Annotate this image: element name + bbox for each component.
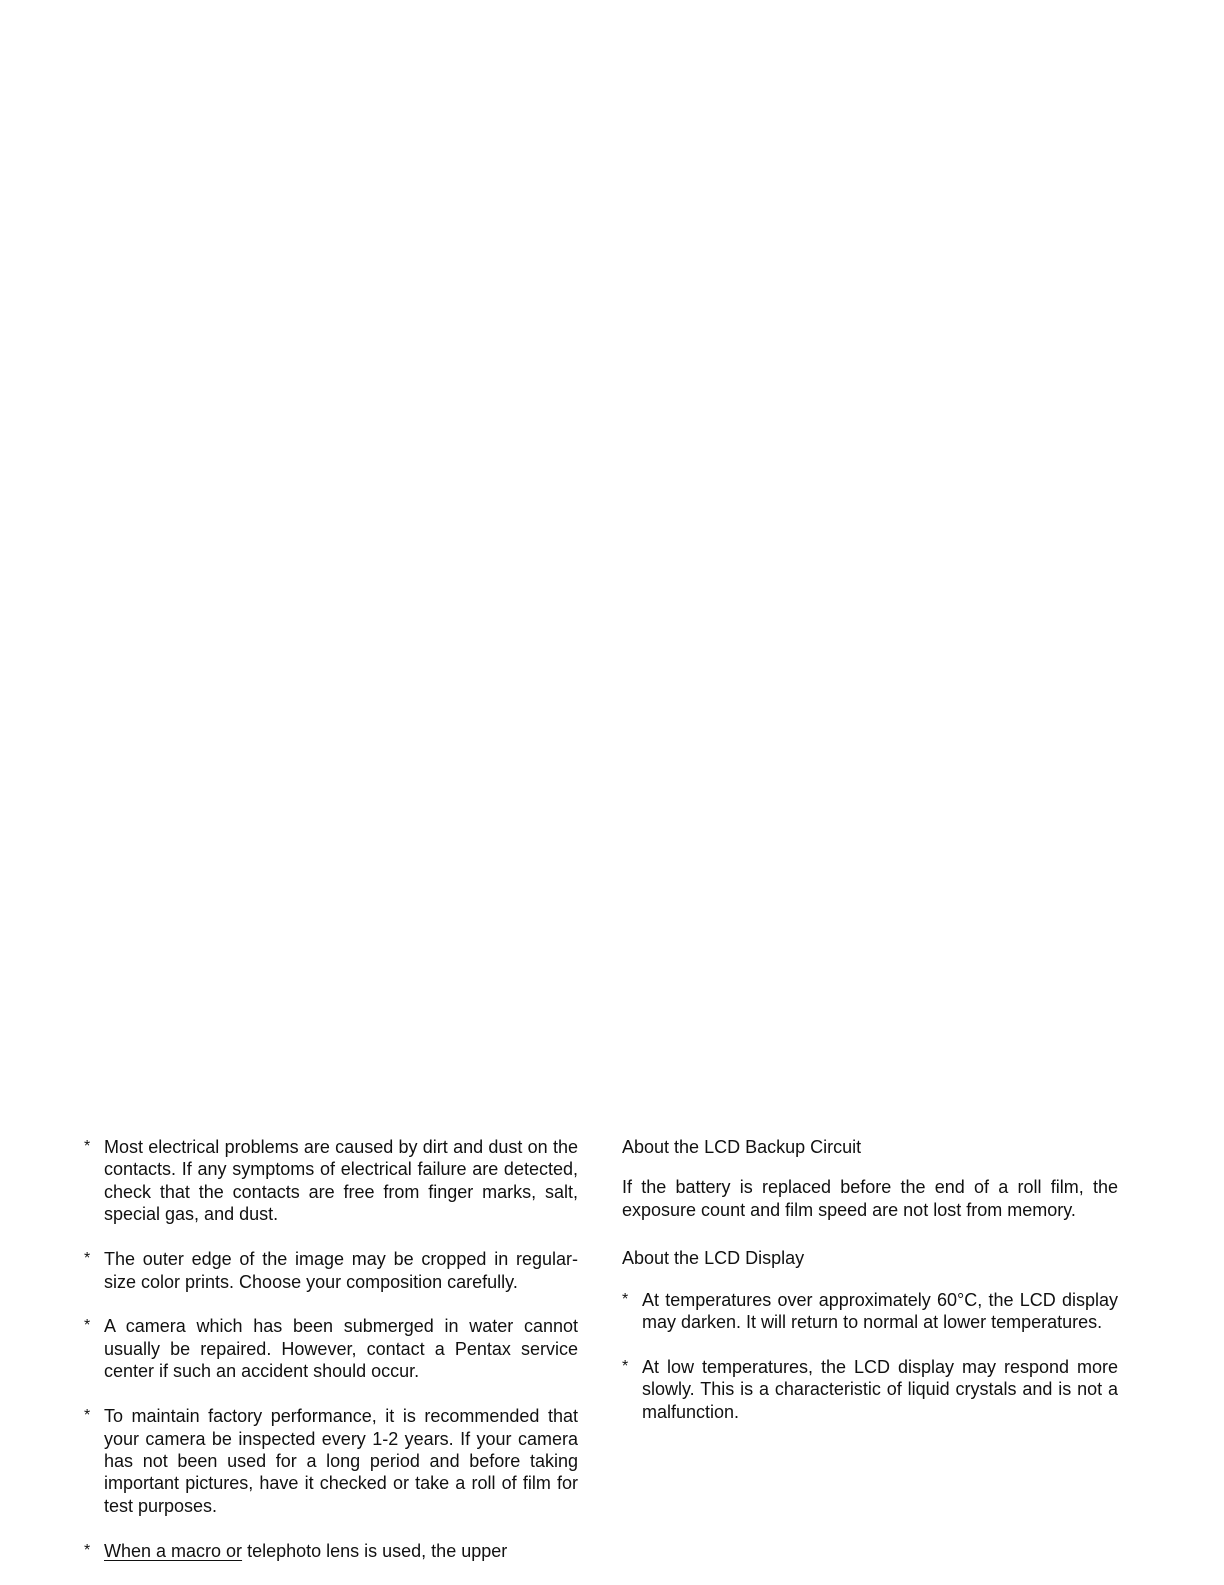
- left-column: [84, 1136, 578, 1585]
- note-item-submerged-camera: [84, 1315, 578, 1382]
- lcd-item-low-temperature: [622, 1356, 1118, 1423]
- lcd-backup-body: If the battery is replaced before the end of a roll film, the exposure count and film speed are not lost from memory.: [622, 1177, 1118, 1220]
- bullet-asterisk-icon: *: [84, 1138, 91, 1155]
- note-text: [104, 1540, 578, 1562]
- lcd-display-heading: About the LCD Display: [622, 1248, 805, 1269]
- note-text: Most electrical problems are caused by dirt and dust on the contacts. If any symptoms of electrical failure are detected, check that the contacts are free from finger marks, salt, special gas, and dust.: [104, 1137, 578, 1225]
- note-text: A camera which has been submerged in water cannot usually be repaired. However, contact a Pentax service center if such an accident should occur.: [104, 1316, 578, 1382]
- bullet-asterisk-icon: *: [84, 1541, 91, 1559]
- note-item-dirt-contacts: [84, 1136, 578, 1226]
- note-text: The outer edge of the image may be cropped in regular-size color prints. Choose your composition carefully.: [104, 1249, 578, 1292]
- bullet-asterisk-icon: *: [84, 1250, 91, 1268]
- lcd-item-text: At low temperatures, the LCD display may respond more slowly. This is a characteristic of liquid crystals and is not a malfunction.: [642, 1356, 1118, 1422]
- note-text-rest: telephoto lens is used, the upper: [242, 1540, 508, 1561]
- underlined-phrase: When a macro or: [104, 1540, 243, 1561]
- lcd-backup-heading: About the LCD Backup Circuit: [622, 1137, 862, 1157]
- lcd-item-text: At temperatures over approximately 60°C, the LCD display may darken. It will return to normal at lower temperatures.: [642, 1289, 1118, 1333]
- right-column: [622, 1136, 1118, 1446]
- note-item-macro-telephoto: [84, 1540, 578, 1562]
- bullet-asterisk-icon: *: [622, 1357, 629, 1375]
- lcd-item-high-temperature: [622, 1289, 1118, 1334]
- note-item-cropped-prints: [84, 1248, 578, 1293]
- note-item-factory-inspection: [84, 1405, 578, 1517]
- note-text: To maintain factory performance, it is recommended that your camera be inspected every 1-2 years. If your camera has not been used for a long period and before taking important pictures, have it checked or take a roll of film for test purposes.: [104, 1406, 578, 1516]
- bullet-asterisk-icon: *: [84, 1317, 91, 1335]
- bullet-asterisk-icon: *: [622, 1290, 629, 1308]
- bullet-asterisk-icon: *: [84, 1407, 91, 1425]
